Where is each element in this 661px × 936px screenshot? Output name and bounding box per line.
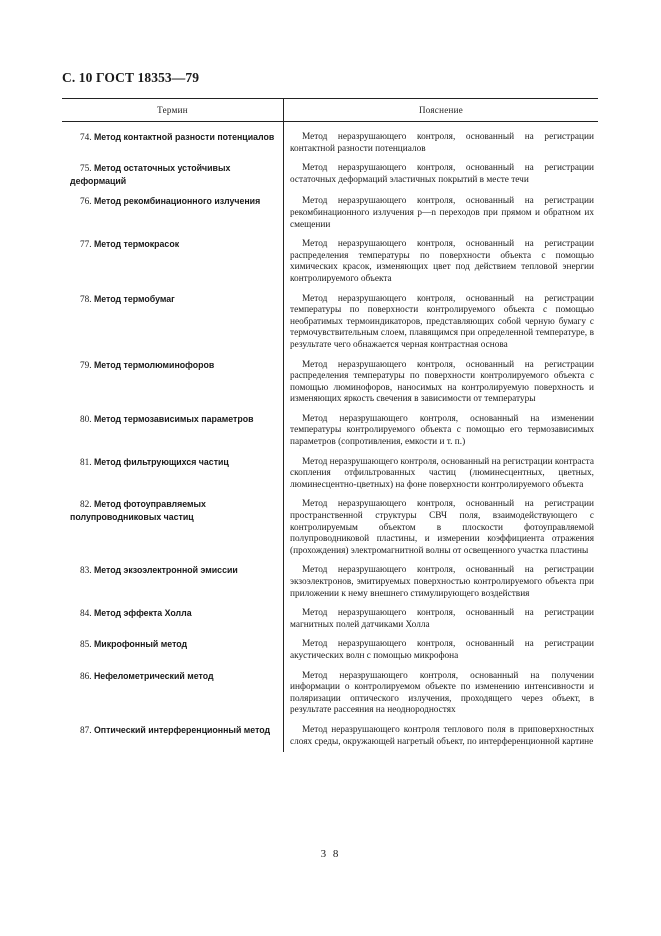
explanation-cell: Метод неразрушающего контроля, основанный на регистрации контраста скопления отфильтрованных частиц (люминесцентных, цветных, люминесцентно-цветных) на фоне поверхности контролируемого объекта xyxy=(283,453,598,496)
term-number: 81. xyxy=(80,457,92,468)
table-row xyxy=(62,604,598,635)
column-header-explanation: Пояснение xyxy=(283,99,598,121)
explanation-cell: Метод неразрушающего контроля, основанный на регистрации распределения температуры по поверхности контролируемого объекта с помощью люминофоров, наносимых на контролируемую поверхность и изменяющих яркость свечения в зависимости от температуры xyxy=(283,356,598,410)
table-row xyxy=(62,192,598,235)
explanation-cell: Метод неразрушающего контроля, основанный на изменении температуры контролируемого объекта с помощью его термозависимых параметров (сопротивления, емкости и т. п.) xyxy=(283,410,598,453)
table-row xyxy=(62,635,598,666)
explanation-cell: Метод неразрушающего контроля, основанный на регистрации температуры по поверхности контролируемого объекта с помощью необратимых термоиндикаторов, представляющих собой черную бумагу с термочувствительным слоем, плавящимся при определенной температуре, в результате чего обнажается черная контрастная основа xyxy=(283,290,598,356)
term-name: Метод фотоуправляемых полупроводниковых частиц xyxy=(70,499,206,523)
term-number: 84. xyxy=(80,609,92,620)
column-header-term: Термин xyxy=(157,105,188,115)
page-number: 3 8 xyxy=(320,848,341,860)
term-name: Метод остаточных устойчивых деформаций xyxy=(70,163,231,186)
table-row xyxy=(62,453,598,496)
table-row xyxy=(62,410,598,453)
explanation-cell: Метод неразрушающего контроля, основанный на регистрации рекомбинационного излучения p—n переходов при прямом и обратном их смещении xyxy=(283,192,598,235)
term-name: Метод термокрасок xyxy=(93,239,180,250)
explanation-cell: Метод неразрушающего контроля, основанный на регистрации контактной разности потенциалов xyxy=(283,122,598,159)
term-cell xyxy=(62,453,283,496)
table-row xyxy=(62,561,598,604)
term-cell xyxy=(62,561,283,604)
term-number: 77. xyxy=(80,240,92,251)
term-number: 74. xyxy=(80,133,92,143)
page-header: С. 10 ГОСТ 18353—79 xyxy=(62,70,200,85)
table-row xyxy=(62,356,598,410)
term-cell xyxy=(62,721,283,752)
term-name: Метод термолюминофоров xyxy=(93,359,215,370)
term-name: Метод термобумаг xyxy=(93,293,175,304)
term-name: Метод рекомбинационного излучения xyxy=(93,196,261,207)
table-row xyxy=(62,667,598,721)
table-row xyxy=(62,721,598,752)
table-row xyxy=(62,159,598,192)
explanation-cell: Метод неразрушающего контроля, основанный на регистрации пространственной структуры СВЧ поля, взаимодействующего с контролируемым объектом в плоскости фотоуправляемой полупроводниковой пластины, и измерении коэффициента отражения (прохождения) электромагнитной волны от освещенного участка пластины xyxy=(283,495,598,561)
term-name: Метод фильтрующихся частиц xyxy=(93,456,229,467)
term-name: Метод термозависимых параметров xyxy=(93,413,254,424)
term-name: Метод эффекта Холла xyxy=(93,608,192,619)
term-cell xyxy=(62,192,283,235)
term-name: Микрофонный метод xyxy=(93,639,188,650)
term-number: 82. xyxy=(80,500,92,511)
term-number: 75. xyxy=(80,164,92,175)
term-number: 79. xyxy=(80,360,92,371)
term-name: Нефелометрический метод xyxy=(93,670,214,681)
explanation-cell: Метод неразрушающего контроля, основанный на получении информации о контролируемом объекте по изменению интенсивности и поляризации оптического излучения, проходящего через объект, в результате рассеяния на неоднородностях xyxy=(283,667,598,721)
term-cell xyxy=(62,290,283,356)
table-row xyxy=(62,235,598,289)
term-number: 83. xyxy=(80,566,92,577)
explanation-cell: Метод неразрушающего контроля, основанный на регистрации распределения температуры по поверхности объекта с помощью химических красок, изменяющих цвет под действием тепловой энергии контролируемого объекта xyxy=(283,235,598,289)
term-number: 85. xyxy=(80,640,92,651)
table-body xyxy=(62,122,598,752)
table-header xyxy=(62,98,598,122)
term-cell xyxy=(62,122,283,159)
term-number: 80. xyxy=(80,414,92,425)
term-name: Метод экзоэлектронной эмиссии xyxy=(93,565,238,576)
term-cell xyxy=(62,604,283,635)
term-cell xyxy=(62,159,283,192)
term-number: 87. xyxy=(80,725,92,736)
term-cell xyxy=(62,356,283,410)
explanation-cell: Метод неразрушающего контроля теплового поля в приповерхностных слоях среды, окружающей нагретый объект, по интерференционной картине xyxy=(283,721,598,752)
explanation-cell: Метод неразрушающего контроля, основанный на регистрации магнитных полей датчиками Холла xyxy=(283,604,598,635)
term-name: Оптический интерференционный метод xyxy=(93,724,271,735)
table-row xyxy=(62,495,598,561)
term-number: 78. xyxy=(80,294,92,305)
term-cell xyxy=(62,410,283,453)
term-name: Метод контактной разности потенциалов xyxy=(93,132,275,142)
term-cell xyxy=(62,667,283,721)
table-row xyxy=(62,290,598,356)
term-cell xyxy=(62,495,283,561)
explanation-cell: Метод неразрушающего контроля, основанный на регистрации остаточных деформаций эластичных покрытий в месте течи xyxy=(283,159,598,192)
term-cell xyxy=(62,235,283,289)
terms-table xyxy=(62,98,598,752)
term-cell xyxy=(62,635,283,666)
term-number: 86. xyxy=(80,671,92,682)
explanation-cell: Метод неразрушающего контроля, основанный на регистрации акустических волн с помощью микрофона xyxy=(283,635,598,666)
term-number: 76. xyxy=(80,197,92,208)
table-row xyxy=(62,122,598,159)
explanation-cell: Метод неразрушающего контроля, основанный на регистрации экзоэлектронов, эмитируемых поверхностью контролируемого объекта при приложении к нему внешнего стимулирующего воздействия xyxy=(283,561,598,604)
